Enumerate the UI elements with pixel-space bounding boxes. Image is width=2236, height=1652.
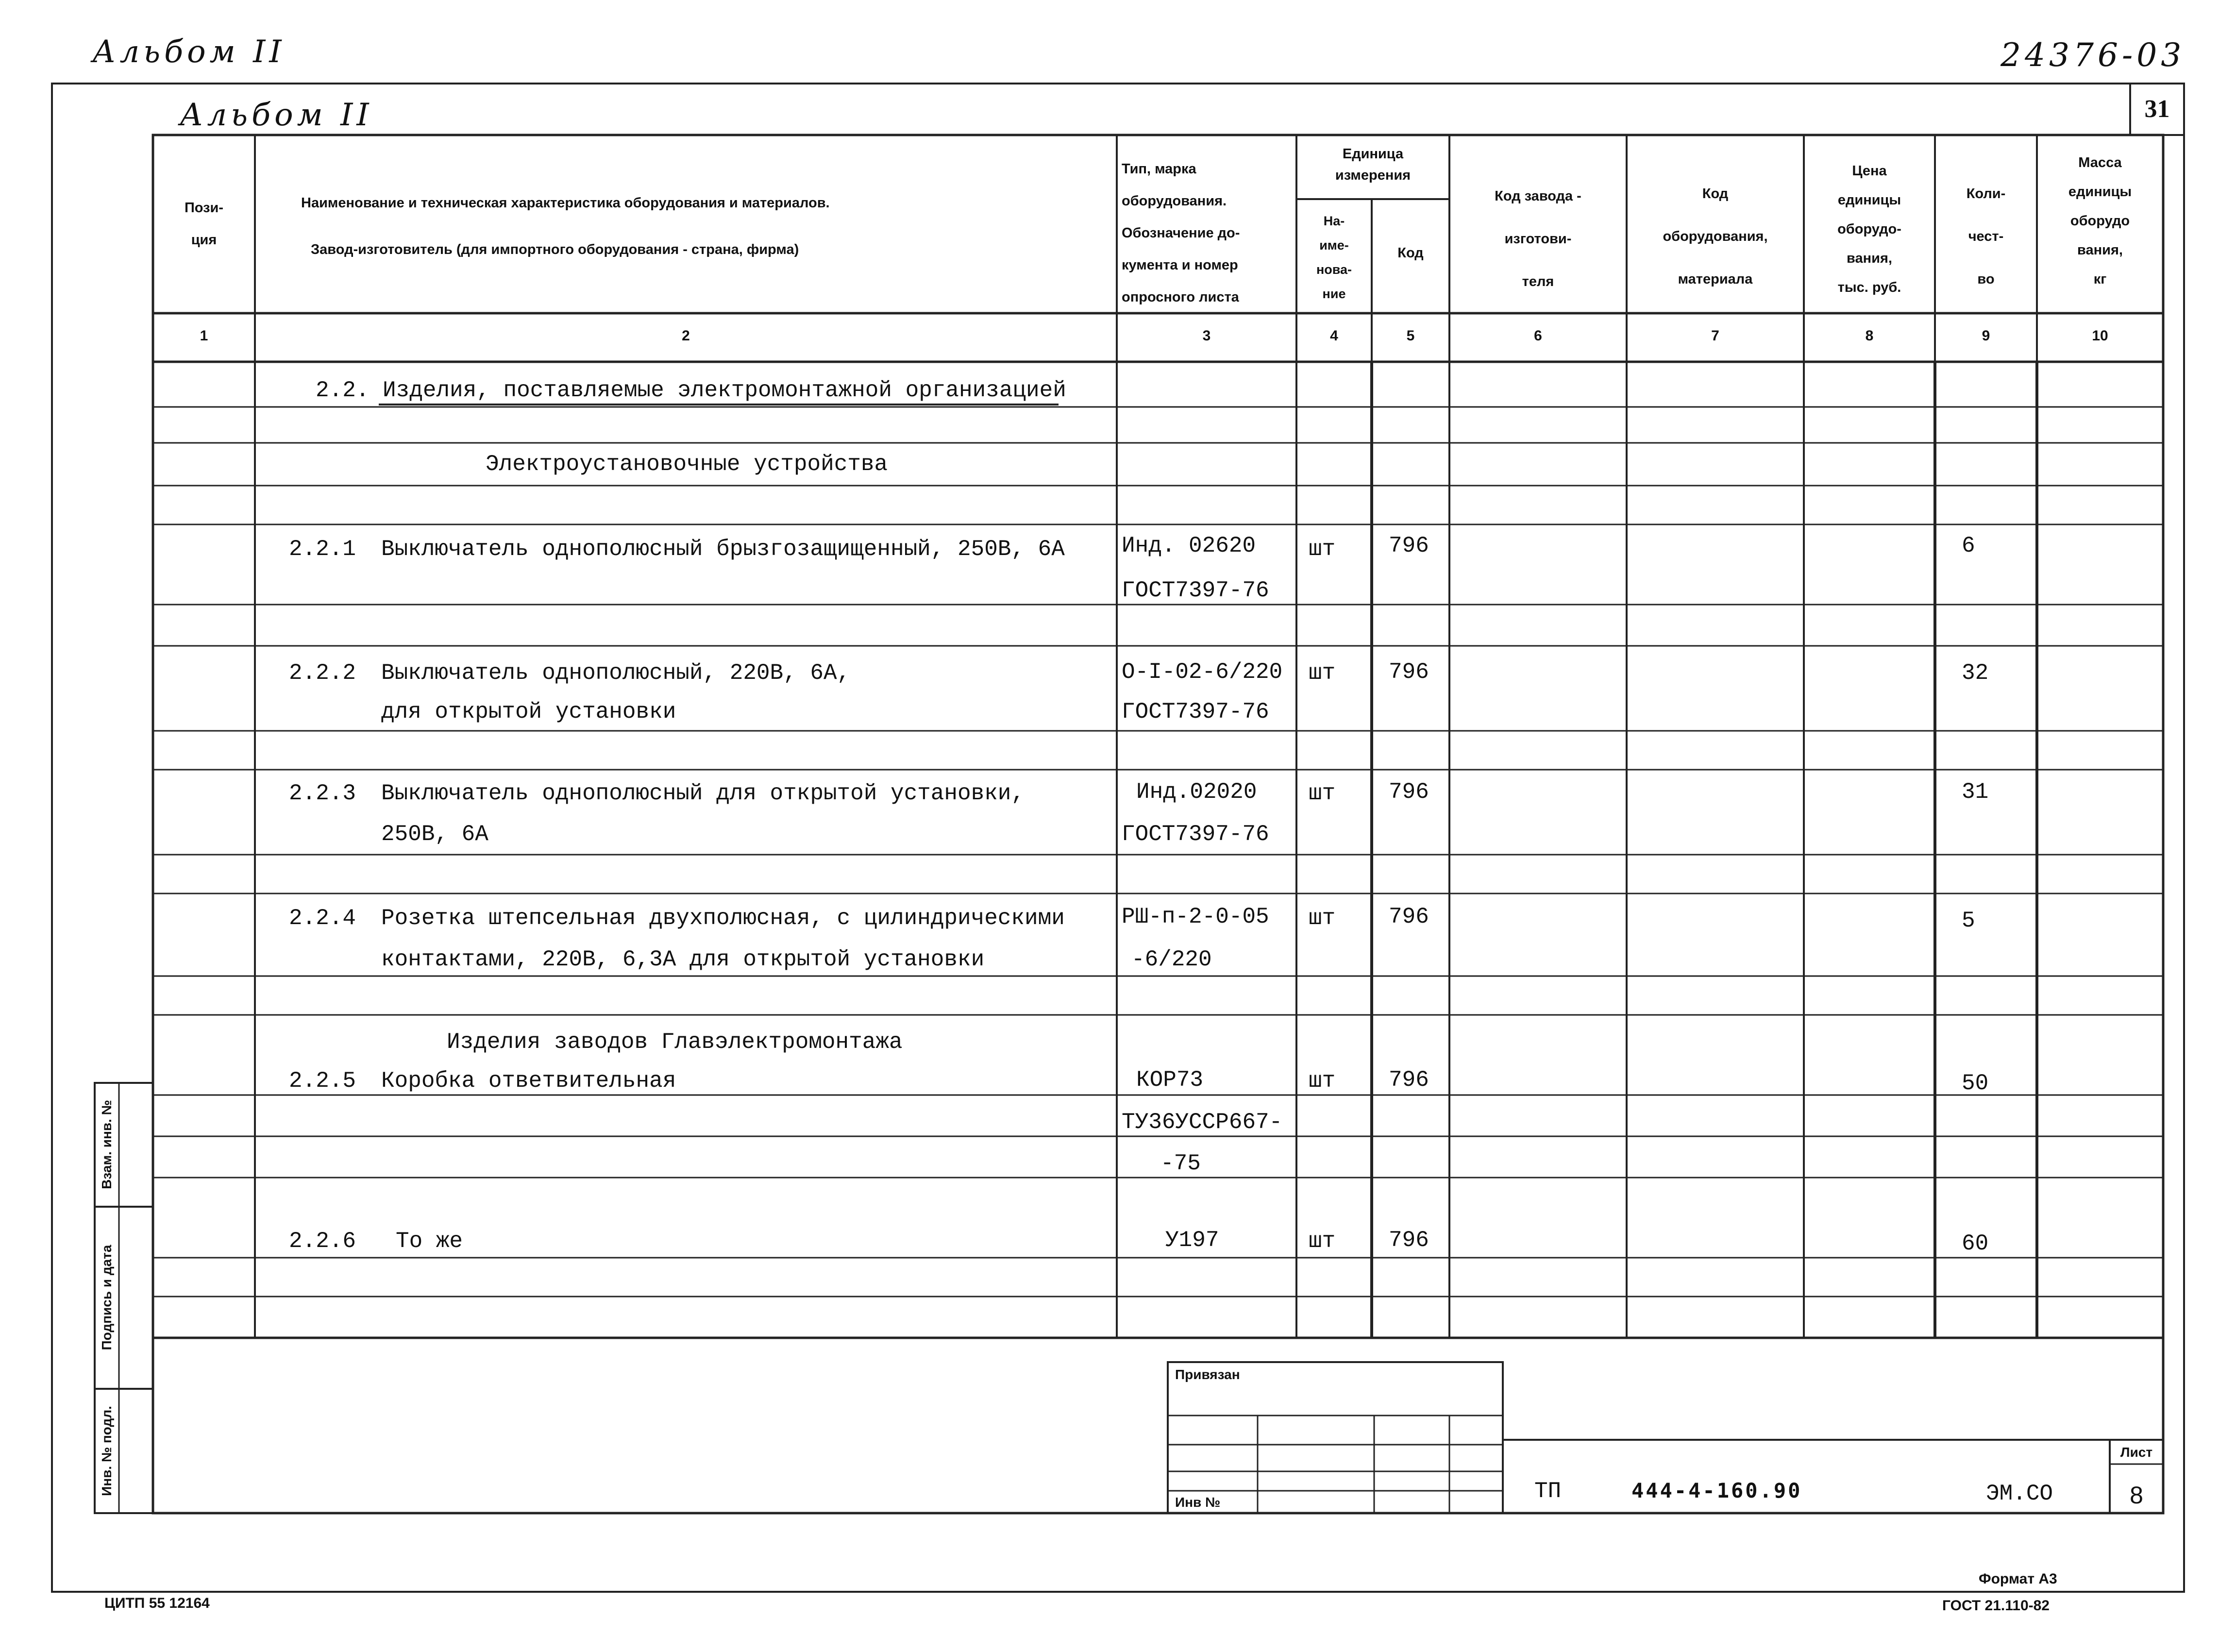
- stamp-sheet-label: Лист: [2120, 1445, 2153, 1460]
- item-position: 2.2.2: [289, 660, 356, 686]
- album-label-top: Альбом II: [92, 34, 286, 70]
- item-type: Инд. 02620: [1122, 533, 1256, 558]
- item-code: 796: [1389, 1067, 1429, 1093]
- header-col6: Код завода - изготови- теля: [1495, 188, 1581, 289]
- item-qty: 32: [1962, 660, 1989, 686]
- col-number: 2: [682, 328, 690, 344]
- item-unit: шт: [1309, 906, 1336, 931]
- item-code: 796: [1389, 659, 1429, 685]
- stamp-attached: Привязан: [1175, 1367, 1240, 1382]
- item-qty: 50: [1962, 1071, 1989, 1096]
- item-position: 2.2.4: [289, 906, 356, 931]
- item-name: Выключатель однополюсный для открытой установки,: [381, 781, 1025, 806]
- subsection-title: Изделия заводов Главэлектромонтажа: [447, 1029, 903, 1055]
- footer-format: Формат А3: [1979, 1571, 2057, 1587]
- item-unit: шт: [1309, 1229, 1336, 1254]
- item-name: То же: [396, 1229, 463, 1254]
- col-number: 8: [1865, 328, 1874, 344]
- col-number: 6: [1534, 328, 1542, 344]
- footer-print-code: ЦИТП 55 12164: [104, 1595, 210, 1611]
- album-label-inner: Альбом II: [180, 97, 373, 133]
- page-number: 31: [2144, 95, 2170, 123]
- footer-gost: ГОСТ 21.110-82: [1942, 1598, 2050, 1614]
- stamp-mark: ЭМ.СО: [1986, 1481, 2053, 1506]
- header-col10: Масса единицы оборудо вания, кг: [2068, 155, 2132, 287]
- item-code: 796: [1389, 1228, 1429, 1253]
- item-type: У197: [1165, 1228, 1219, 1253]
- item-type: ГОСТ7397-76: [1122, 699, 1269, 725]
- item-name: Розетка штепсельная двухполюсная, с цилиндрическими: [381, 906, 1065, 931]
- header-col4: На- име- нова- ние: [1316, 214, 1352, 301]
- item-name: 250В, 6А: [381, 822, 488, 847]
- item-name: Выключатель однополюсный, 220В, 6А,: [381, 660, 851, 686]
- item-position: 2.2.3: [289, 781, 356, 806]
- item-unit: шт: [1309, 781, 1336, 806]
- item-type: ГОСТ7397-76: [1122, 578, 1269, 603]
- item-type: -6/220: [1131, 947, 1212, 972]
- side-label-replaced-inv: Взам. инв. №: [99, 1100, 114, 1189]
- item-name: Выключатель однополюсный брызгозащищенный, 250В, 6А: [381, 537, 1065, 562]
- item-name: для открытой установки: [381, 699, 676, 725]
- item-unit: шт: [1309, 660, 1336, 686]
- item-type: ТУ36УССР667-: [1122, 1110, 1283, 1135]
- col-number: 4: [1330, 328, 1338, 344]
- item-qty: 5: [1962, 908, 1975, 933]
- header-col8: Цена единицы оборудо- вания, тыс. руб.: [1837, 163, 1901, 295]
- item-type: О-I-02-6/220: [1122, 659, 1283, 685]
- col-number: 3: [1202, 328, 1211, 344]
- item-type: Инд.02020: [1136, 779, 1257, 805]
- stamp-tp: ТП: [1534, 1479, 1562, 1504]
- item-name: контактами, 220В, 6,3А для открытой установки: [381, 947, 985, 972]
- item-type: КОР73: [1136, 1067, 1204, 1093]
- col-number: 5: [1406, 328, 1415, 344]
- header-col7: Код оборудования, материала: [1663, 186, 1768, 287]
- item-unit: шт: [1309, 1068, 1336, 1094]
- item-type: РШ-п-2-0-05: [1122, 904, 1269, 929]
- item-unit: шт: [1309, 537, 1336, 562]
- header-col5: Код: [1397, 245, 1424, 261]
- item-position: 2.2.1: [289, 537, 356, 562]
- item-position: 2.2.6: [289, 1229, 356, 1254]
- item-qty: 60: [1962, 1231, 1989, 1256]
- item-code: 796: [1389, 904, 1429, 929]
- stamp-project: 444-4-160.90: [1631, 1479, 1802, 1502]
- header-col1: Пози- ция: [184, 200, 224, 248]
- header-unit-group: Единица измерения: [1335, 146, 1411, 183]
- stamp-sheet: 8: [2130, 1482, 2143, 1509]
- item-qty: 6: [1962, 533, 1975, 558]
- col-number: 10: [2092, 328, 2108, 344]
- side-label-signature-date: Подпись и дата: [99, 1245, 114, 1350]
- side-label-original-inv: Инв. № подл.: [99, 1406, 114, 1496]
- item-name: Коробка ответвительная: [381, 1068, 676, 1094]
- header-col2: Наименование и техническая характеристика оборудования и материалов. Завод-изготовитель (для импортного оборудования - страна, фирма): [301, 195, 830, 257]
- item-type: -75: [1160, 1151, 1201, 1176]
- item-code: 796: [1389, 779, 1429, 805]
- header-col9: Коли- чест- во: [1966, 186, 2006, 287]
- item-type: ГОСТ7397-76: [1122, 822, 1269, 847]
- doc-code: 24376-03: [2001, 36, 2186, 74]
- col-number: 7: [1711, 328, 1719, 344]
- item-code: 796: [1389, 533, 1429, 558]
- subsection-title: Электроустановочные устройства: [486, 452, 888, 477]
- header-col3: Тип, марка оборудования. Обозначение до- кумента и номер опросного листа: [1122, 161, 1240, 305]
- item-qty: 31: [1962, 779, 1989, 805]
- col-number: 1: [200, 328, 208, 344]
- col-number: 9: [1982, 328, 1990, 344]
- stamp-inv-no: Инв №: [1175, 1495, 1221, 1510]
- section-title: 2.2. Изделия, поставляемые электромонтажной организацией: [316, 378, 1066, 403]
- item-position: 2.2.5: [289, 1068, 356, 1094]
